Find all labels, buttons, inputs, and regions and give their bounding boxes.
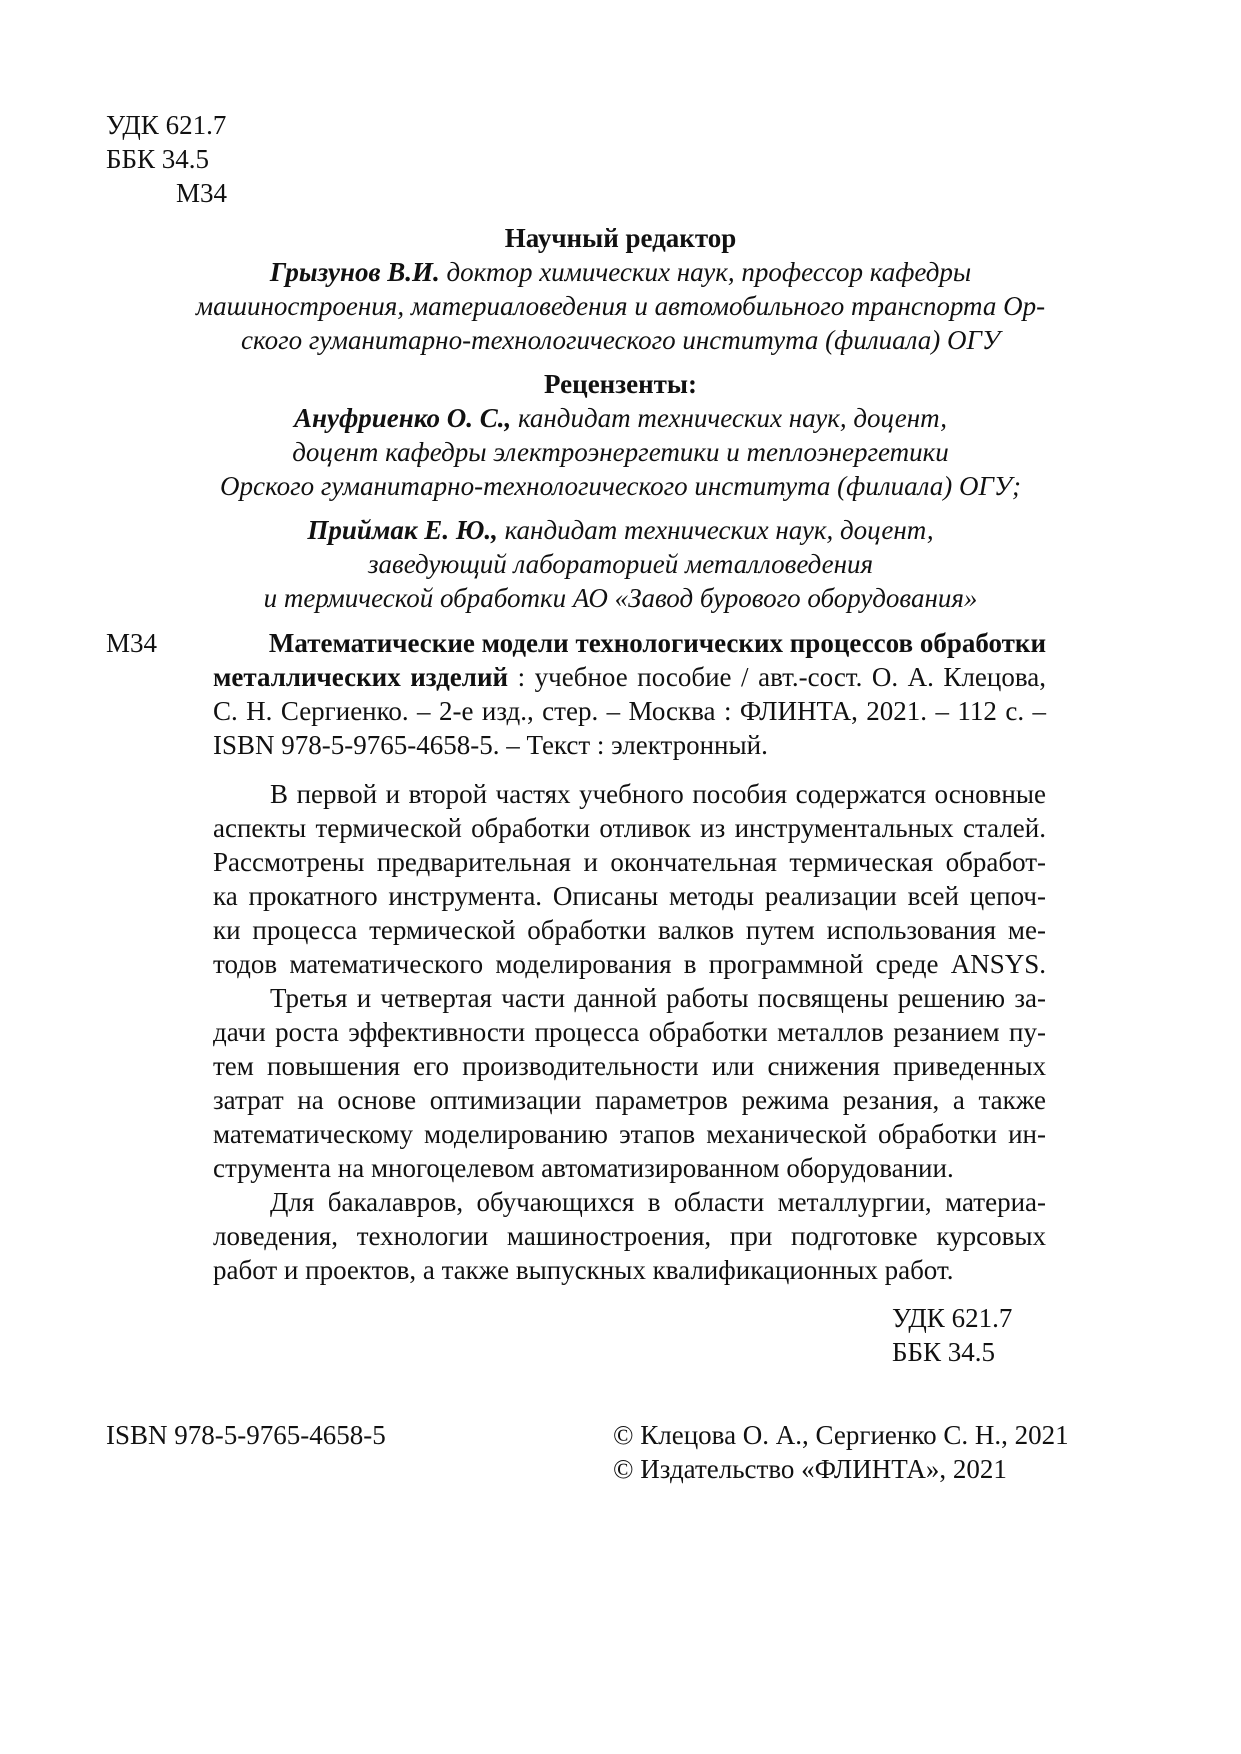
abstract-p2-line-4: затрат на основе оптимизации параметров режима резания, а также (213, 1085, 1046, 1115)
reviewer-1-line-3: Орского гуманитарно-технологического института (филиала) ОГУ; (220, 471, 1021, 501)
abstract-p1-line-4: ка прокатного инструмента. Описаны методы реализации всей цепоч- (213, 881, 1046, 911)
abstract-p3-line-2: ловедения, технологии машиностроения, при подготовке курсовых (213, 1221, 1046, 1251)
editor-line-3: ского гуманитарно-технологического института (филиала) ОГУ (241, 325, 1000, 355)
udk-code: УДК 621.7 (106, 110, 227, 140)
udk-code-bottom: УДК 621.7 (892, 1303, 1013, 1333)
bibliography-publication-type: : учебное пособие / авт.-сост. О. А. Клецова, (508, 662, 1046, 692)
editor-heading: Научный редактор (504, 223, 737, 253)
reviewer-2-line-2: заведующий лабораторией металловедения (367, 549, 874, 579)
abstract-p2-line-2: дачи роста эффективности процесса обработки металлов резанием пу- (213, 1017, 1046, 1047)
editor-line-1 (0, 255, 1241, 289)
reviewer-1-line-1 (0, 401, 1241, 435)
reviewer-2-name: Приймак Е. Ю., (307, 515, 498, 545)
bbk-code-bottom: ББК 34.5 (892, 1337, 996, 1367)
abstract-p1-line-5: ки процесса термической обработки валков путем использования ме- (213, 915, 1046, 945)
bibliography-mark: М34 (106, 628, 158, 658)
abstract-p3-line-3: работ и проектов, а также выпускных квалификационных работ. (213, 1255, 954, 1285)
reviewer-1-degree: кандидат технических наук, доцент, (511, 403, 948, 433)
editor-position: доктор химических наук, профессор кафедры (439, 257, 972, 287)
isbn: ISBN 978-5-9765-4658-5 (106, 1420, 386, 1450)
reviewer-1-line-2: доцент кафедры электроэнергетики и теплоэнергетики (292, 437, 949, 467)
bibliography-title-line-2: металлических изделий (213, 662, 509, 692)
abstract-p2-line-5: математическому моделированию этапов механической обработки ин- (213, 1119, 1046, 1149)
copyright-publisher: © Издательство «ФЛИНТА», 2021 (613, 1454, 1007, 1484)
author-mark: М34 (176, 178, 228, 208)
abstract-p1-line-3: Рассмотрены предварительная и окончательная термическая обработ- (213, 847, 1046, 877)
bbk-code: ББК 34.5 (106, 144, 210, 174)
bibliography-title-line-1: Математические модели технологических процессов обработки (268, 628, 1046, 658)
abstract-p3-line-1: Для бакалавров, обучающихся в области металлургии, материа- (270, 1187, 1046, 1217)
abstract-p1-line-2: аспекты термической обработки отливок из инструментальных сталей. (213, 813, 1046, 843)
abstract-p1-line-6: тодов математического моделирования в программной среде ANSYS. (213, 949, 1046, 979)
editor-line-2: машиностроения, материаловедения и автомобильного транспорта Ор- (195, 291, 1046, 321)
bibliography-line-3: С. Н. Сергиенко. – 2-е изд., стер. – Москва : ФЛИНТА, 2021. – 112 с. – (213, 696, 1046, 726)
abstract-p2-line-6: струмента на многоцелевом автоматизированном оборудовании. (213, 1153, 954, 1183)
reviewer-1-name: Ануфриенко О. С., (293, 403, 512, 433)
abstract-p1-line-1: В первой и второй частях учебного пособия содержатся основные (270, 779, 1046, 809)
bibliography-line-2 (213, 660, 1046, 694)
reviewer-2-line-1 (0, 513, 1241, 547)
copyright-authors: © Клецова О. А., Сергиенко С. Н., 2021 (613, 1420, 1069, 1450)
bibliography-line-4: ISBN 978-5-9765-4658-5. – Текст : электронный. (213, 730, 768, 760)
abstract-p2-line-1: Третья и четвертая части данной работы посвящены решению за- (270, 983, 1046, 1013)
reviewer-2-line-3: и термической обработки АО «Завод бурового оборудования» (263, 583, 978, 613)
reviewer-2-degree: кандидат технических наук, доцент, (497, 515, 934, 545)
reviewers-heading: Рецензенты: (544, 369, 697, 399)
editor-name: Грызунов В.И. (269, 257, 440, 287)
abstract-p2-line-3: тем повышения его производительности или снижения приведенных (213, 1051, 1046, 1081)
